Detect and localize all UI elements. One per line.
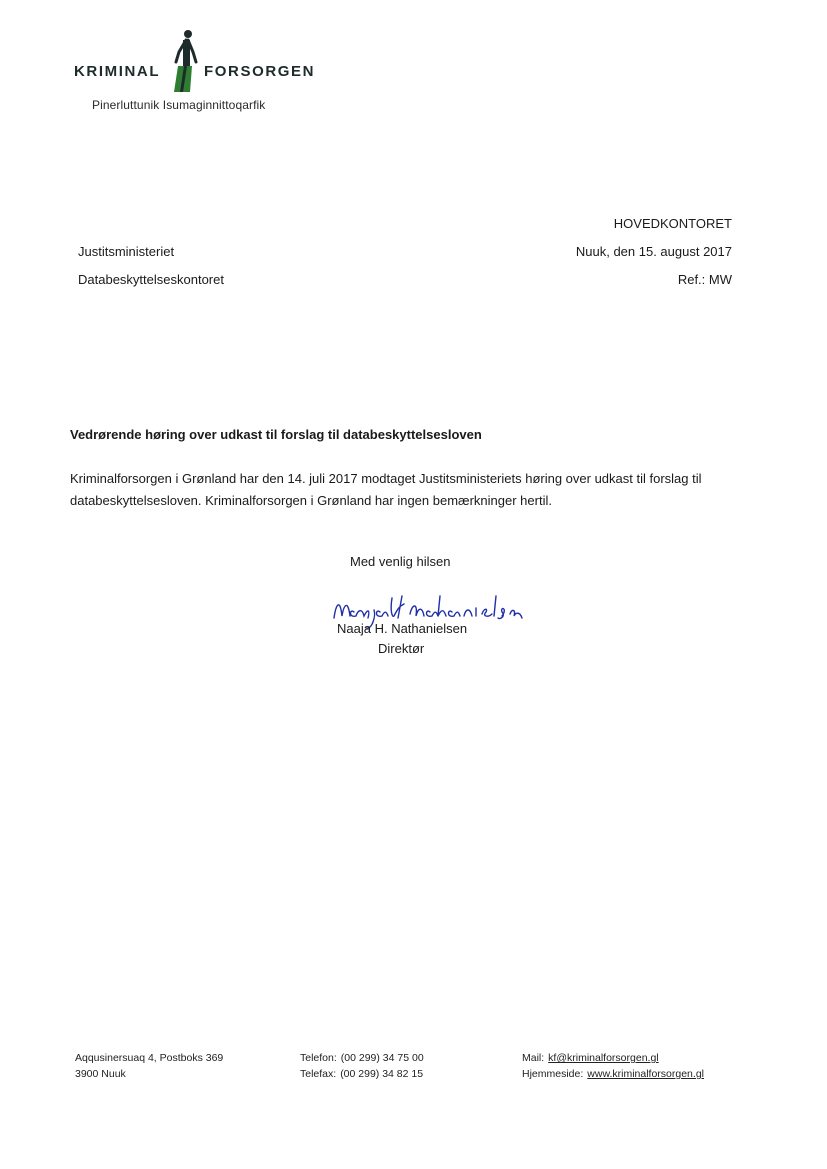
kriminalforsorgen-logo <box>74 28 324 98</box>
sender-block <box>576 210 732 294</box>
sender-office: HOVEDKONTORET <box>613 216 732 231</box>
logo-word-kriminal: KRIMINAL <box>74 63 161 80</box>
footer-address-line-2: 3900 Nuuk <box>75 1068 126 1080</box>
reference: Ref.: MW <box>677 272 732 287</box>
footer-fax <box>300 1066 424 1082</box>
recipient-line-1: Justitsministeriet <box>78 244 175 259</box>
letter-body: Kriminalforsorgen i Grønland har den 14. juli 2017 modtaget Justitsministeriets høring over udkast til forslag til databeskyttelsesloven. Kriminalforsorgen i Grønland har ingen bemærkninger hertil. <box>70 471 702 508</box>
fax-value: (00 299) 34 82 15 <box>340 1068 424 1080</box>
website-link[interactable]: www.kriminalforsorgen.gl <box>587 1068 704 1080</box>
footer-address <box>75 1050 223 1082</box>
footer-phone <box>300 1050 424 1066</box>
logo-subtitle: Pinerluttunik Isumaginnittoqarfik <box>92 98 266 112</box>
fax-label: Telefax: <box>300 1068 337 1080</box>
walking-figure-icon <box>170 28 202 94</box>
phone-value: (00 299) 34 75 00 <box>340 1052 424 1064</box>
mail-link[interactable]: kf@kriminalforsorgen.gl <box>548 1052 659 1064</box>
letter-subject: Vedrørende høring over udkast til forslag til databeskyttelsesloven <box>70 427 482 442</box>
closing-greeting: Med venlig hilsen <box>350 554 451 569</box>
mail-label: Mail: <box>522 1052 545 1064</box>
footer-mail <box>522 1050 704 1066</box>
phone-label: Telefon: <box>300 1052 337 1064</box>
footer-contact-block <box>522 1050 704 1082</box>
letter-date: Nuuk, den 15. august 2017 <box>575 244 732 259</box>
signer-title: Direktør <box>378 641 425 656</box>
footer-web <box>522 1066 704 1082</box>
recipient-line-2: Databeskyttelseskontoret <box>78 272 224 287</box>
logo-word-forsorgen: FORSORGEN <box>204 63 316 80</box>
recipient-block <box>78 238 224 294</box>
footer-phone-block <box>300 1050 424 1082</box>
web-label: Hjemmeside: <box>522 1068 584 1080</box>
footer-address-line-1: Aqqusinersuaq 4, Postboks 369 <box>75 1052 224 1064</box>
signer-name: Naaja H. Nathanielsen <box>337 621 468 636</box>
